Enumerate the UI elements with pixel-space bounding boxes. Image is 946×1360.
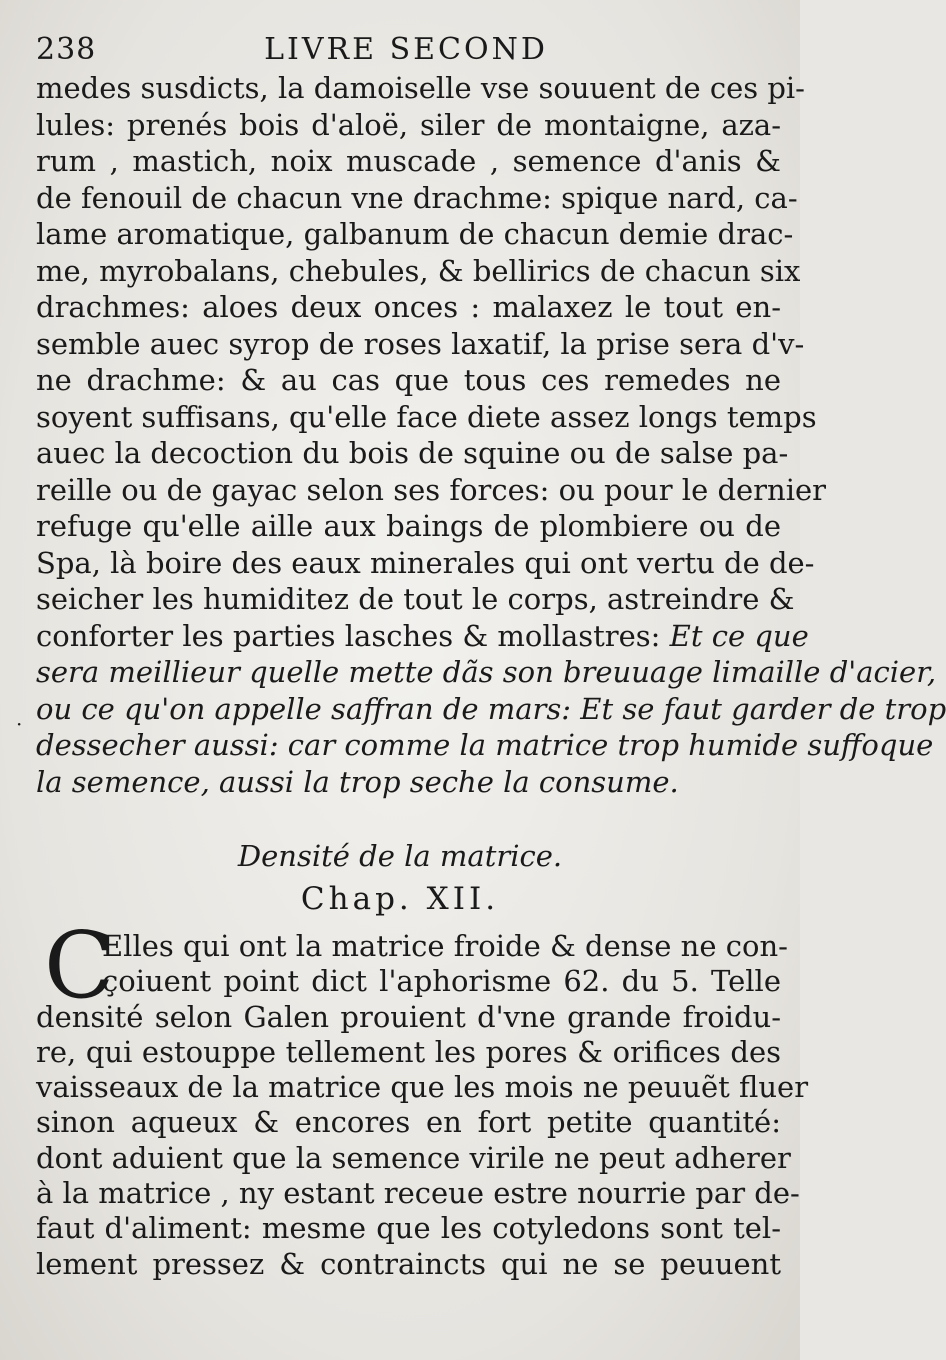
text-line: soyent suffisans, qu'elle face diete assez longs temps (36, 399, 817, 434)
text-line: drachmes: aloes deux onces : malaxez le tout en- (36, 290, 781, 324)
text-line: à la matrice , ny estant receue estre nourrie par de- (36, 1176, 800, 1211)
chapter-text (36, 929, 809, 1282)
text-line: me, myrobalans, chebules, & bellirics de chacun six (36, 253, 801, 288)
text-line: refuge qu'elle aille aux baings de plombiere ou de (36, 509, 781, 543)
text-line: seicher les humiditez de tout le corps, astreindre & (36, 582, 795, 616)
text-line: de fenouil de chacun vne drachme: spique nard, ca- (36, 180, 798, 215)
text-line: auec la decoction du bois de squine ou de salse pa- (36, 436, 789, 470)
text-line: densité selon Galen prouient d'vne grande froidu- (36, 999, 781, 1034)
text-line: semble auec syrop de roses laxatif, la prise sera d'v- (36, 326, 805, 361)
page-number: 238 (36, 32, 97, 67)
italic-line: dessecher aussi: car comme la matrice trop humide suffoque (36, 728, 934, 762)
text-line: Elles qui ont la matrice froide & dense ne con- (102, 929, 788, 963)
text-line: çoiuent point dict l'aphorisme 62. du 5. Telle (102, 964, 781, 999)
text-line: medes susdicts, la damoiselle vse souuent de ces pi- (36, 71, 805, 105)
text-line: re, qui estouppe tellement les pores & orifices des (36, 1034, 781, 1069)
text-line: conforter les parties lasches & mollastres: (36, 618, 661, 653)
text-line: ne drachme: & au cas que tous ces remedes ne (36, 363, 781, 397)
italic-lead: Et ce que (669, 618, 809, 653)
text-line: dont aduient que la semence virile ne peut adherer (36, 1140, 791, 1175)
section-title: Densité de la matrice. (237, 839, 563, 873)
italic-line: ou ce qu'on appelle saffran de mars: Et se faut garder de trop (36, 691, 946, 726)
text-line: lame aromatique, galbanum de chacun demie drac- (36, 217, 794, 251)
chapter-heading: Chap. XII. (300, 881, 500, 917)
text-line: reille ou de gayac selon ses forces: ou pour le dernier (36, 472, 827, 507)
italic-line: sera meillieur quelle mette dãs son breuuage limaille d'acier, (36, 655, 937, 689)
running-title: LIVRE SECOND (264, 32, 548, 67)
text-line: vaisseaux de la matrice que les mois ne peuuẽt fluer (36, 1070, 809, 1105)
text-line: lement pressez & contraincts qui ne se peuuent (36, 1246, 781, 1281)
text-line: Spa, là boire des eaux minerales qui ont vertu de de- (36, 545, 815, 580)
text-line: sinon aqueux & encores en fort petite quantité: (36, 1105, 781, 1140)
text-line: faut d'aliment: mesme que les cotyledons sont tel- (36, 1211, 781, 1246)
italic-line: la semence, aussi la trop seche la consume. (36, 764, 679, 799)
body-text (36, 70, 946, 800)
page-header (36, 30, 776, 70)
drop-cap: C (44, 912, 115, 1019)
text-line-mixed (36, 618, 809, 655)
margin-mark: · (16, 712, 23, 736)
text-line: rum , mastich, noix muscade , semence d'anis & (36, 144, 781, 178)
text-line: lules: prenés bois d'aloë, siler de montaigne, aza- (36, 107, 781, 142)
